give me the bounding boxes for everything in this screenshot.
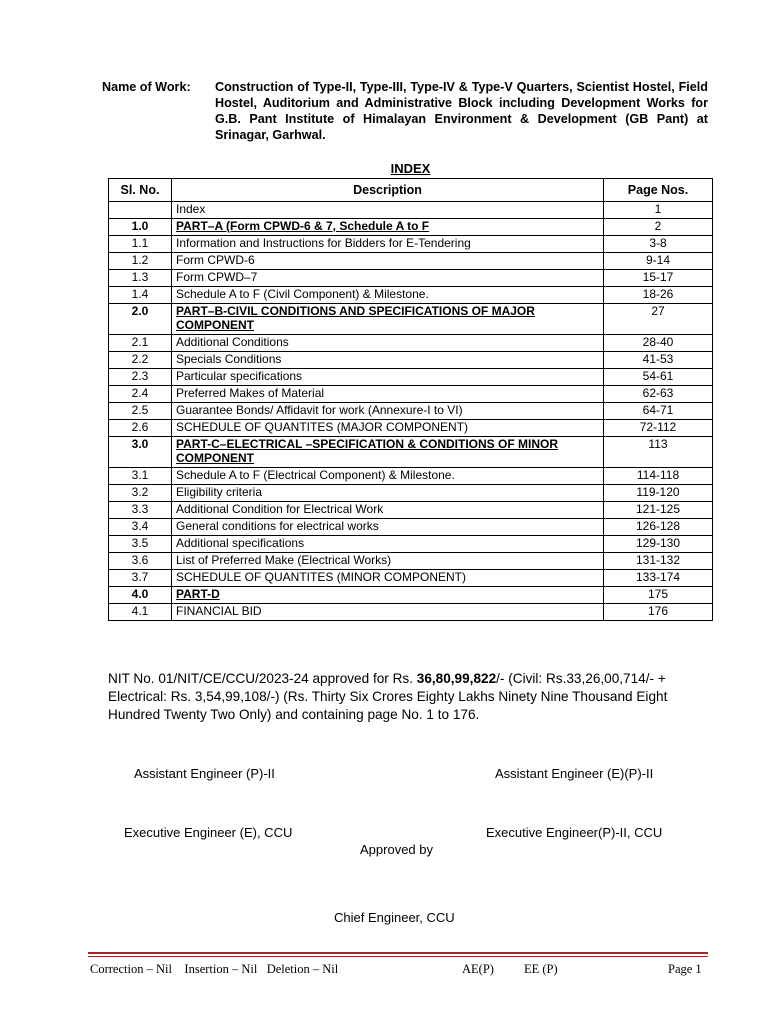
approved-by: Approved by [360,842,433,857]
index-row [109,403,713,420]
row-description: Additional specifications [172,536,604,553]
signature-ae-e: Assistant Engineer (E)(P)-II [495,766,654,781]
index-row [109,437,713,468]
row-sl-no: 3.0 [109,437,172,468]
nit-prefix: NIT No. 01/NIT/CE/CCU/2023-24 approved for Rs. [108,671,417,686]
row-sl-no: 3.6 [109,553,172,570]
row-description: Form CPWD–7 [172,270,604,287]
footer-rule-thin [88,956,708,957]
row-description: Eligibility criteria [172,485,604,502]
row-sl-no: 3.4 [109,519,172,536]
row-page-nos: 3-8 [604,236,713,253]
footer-page-number: Page 1 [668,962,702,976]
nit-approval-text [108,670,713,724]
signature-ee-p: Executive Engineer(P)-II, CCU [486,825,663,840]
index-row [109,604,713,621]
row-description: Index [172,202,604,219]
row-description: Information and Instructions for Bidders for E-Tendering [172,236,604,253]
row-description: SCHEDULE OF QUANTITES (MAJOR COMPONENT) [172,420,604,437]
row-sl-no: 3.7 [109,570,172,587]
row-sl-no: 2.6 [109,420,172,437]
row-sl-no: 2.4 [109,386,172,403]
row-page-nos: 119-120 [604,485,713,502]
row-sl-no: 1.1 [109,236,172,253]
row-description: PART–B-CIVIL CONDITIONS AND SPECIFICATIONS OF MAJOR COMPONENT [172,304,604,335]
index-row [109,352,713,369]
footer-corrections: Correction – Nil Insertion – Nil Deletion – Nil [90,962,339,976]
row-page-nos: 15-17 [604,270,713,287]
signature-chief-engineer: Chief Engineer, CCU [334,910,455,925]
row-page-nos: 72-112 [604,420,713,437]
row-page-nos: 2 [604,219,713,236]
index-row [109,519,713,536]
index-row [109,287,713,304]
row-description: SCHEDULE OF QUANTITES (MINOR COMPONENT) [172,570,604,587]
header-description: Description [172,179,604,202]
row-description: List of Preferred Make (Electrical Works) [172,553,604,570]
row-sl-no: 3.3 [109,502,172,519]
row-description: Form CPWD-6 [172,253,604,270]
footer-ae: AE(P) [462,962,494,976]
index-row [109,386,713,403]
header-page-nos: Page Nos. [604,179,713,202]
row-description: Additional Condition for Electrical Work [172,502,604,519]
row-description: Particular specifications [172,369,604,386]
row-page-nos: 64-71 [604,403,713,420]
index-row [109,570,713,587]
index-title: INDEX [390,161,431,176]
row-sl-no: 2.5 [109,403,172,420]
index-row [109,335,713,352]
index-row [109,485,713,502]
index-row [109,420,713,437]
footer-ee: EE (P) [524,962,558,976]
signature-ee-e: Executive Engineer (E), CCU [124,825,293,840]
row-page-nos: 129-130 [604,536,713,553]
signature-ae-p: Assistant Engineer (P)-II [134,766,275,781]
row-description: Guarantee Bonds/ Affidavit for work (Annexure-I to VI) [172,403,604,420]
row-description: PART–A (Form CPWD-6 & 7, Schedule A to F [172,219,604,236]
index-row [109,536,713,553]
index-row [109,369,713,386]
row-description: FINANCIAL BID [172,604,604,621]
row-page-nos: 28-40 [604,335,713,352]
row-sl-no: 1.4 [109,287,172,304]
row-sl-no: 4.0 [109,587,172,604]
header-sl-no: Sl. No. [109,179,172,202]
row-page-nos: 41-53 [604,352,713,369]
index-row [109,304,713,335]
index-header-row [109,179,713,202]
row-page-nos: 18-26 [604,287,713,304]
row-sl-no: 3.2 [109,485,172,502]
row-description: Schedule A to F (Electrical Component) & Milestone. [172,468,604,485]
row-page-nos: 54-61 [604,369,713,386]
row-page-nos: 62-63 [604,386,713,403]
row-description: Schedule A to F (Civil Component) & Milestone. [172,287,604,304]
row-page-nos: 126-128 [604,519,713,536]
row-sl-no: 2.2 [109,352,172,369]
row-description: PART-D [172,587,604,604]
row-description: Additional Conditions [172,335,604,352]
row-page-nos: 1 [604,202,713,219]
row-sl-no: 2.1 [109,335,172,352]
nit-amount: 36,80,99,822 [416,671,497,686]
row-page-nos: 176 [604,604,713,621]
work-description: Construction of Type-II, Type-III, Type-IV & Type-V Quarters, Scientist Hostel, Field Hostel, Auditorium and Administrative Block including Development Works for G.B. Pant Institute of Himalayan Environment & Development (GB Pant) at Srinagar, Garhwal. [215,80,708,142]
row-sl-no: 1.0 [109,219,172,236]
row-sl-no: 1.3 [109,270,172,287]
index-row [109,219,713,236]
row-sl-no [109,202,172,219]
index-row [109,253,713,270]
row-page-nos: 133-174 [604,570,713,587]
row-sl-no: 2.3 [109,369,172,386]
index-row [109,270,713,287]
row-sl-no: 1.2 [109,253,172,270]
row-description: Preferred Makes of Material [172,386,604,403]
row-page-nos: 175 [604,587,713,604]
row-sl-no: 4.1 [109,604,172,621]
work-label: Name of Work: [102,80,191,94]
row-sl-no: 3.1 [109,468,172,485]
row-description: General conditions for electrical works [172,519,604,536]
row-page-nos: 114-118 [604,468,713,485]
row-page-nos: 113 [604,437,713,468]
row-sl-no: 2.0 [109,304,172,335]
row-page-nos: 9-14 [604,253,713,270]
name-of-work [102,79,708,143]
row-description: Specials Conditions [172,352,604,369]
row-page-nos: 27 [604,304,713,335]
row-page-nos: 121-125 [604,502,713,519]
row-page-nos: 131-132 [604,553,713,570]
row-sl-no: 3.5 [109,536,172,553]
index-row [109,587,713,604]
index-row [109,468,713,485]
footer-rule-thick [88,952,708,954]
nit-suffix: /- (Civil: Rs.33,26,00,714/- + Electrical: Rs. 3,54,99,108/-) (Rs. Thirty Six Crores Eighty Lakhs Ninety Nine Thousand Eight Hundred Twenty Two Only) and containing page No. 1 to 176. [108,671,668,722]
index-table [108,178,713,621]
row-description: PART-C–ELECTRICAL –SPECIFICATION & CONDITIONS OF MINOR COMPONENT [172,437,604,468]
index-row [109,502,713,519]
index-row [109,553,713,570]
index-row [109,202,713,219]
index-row [109,236,713,253]
